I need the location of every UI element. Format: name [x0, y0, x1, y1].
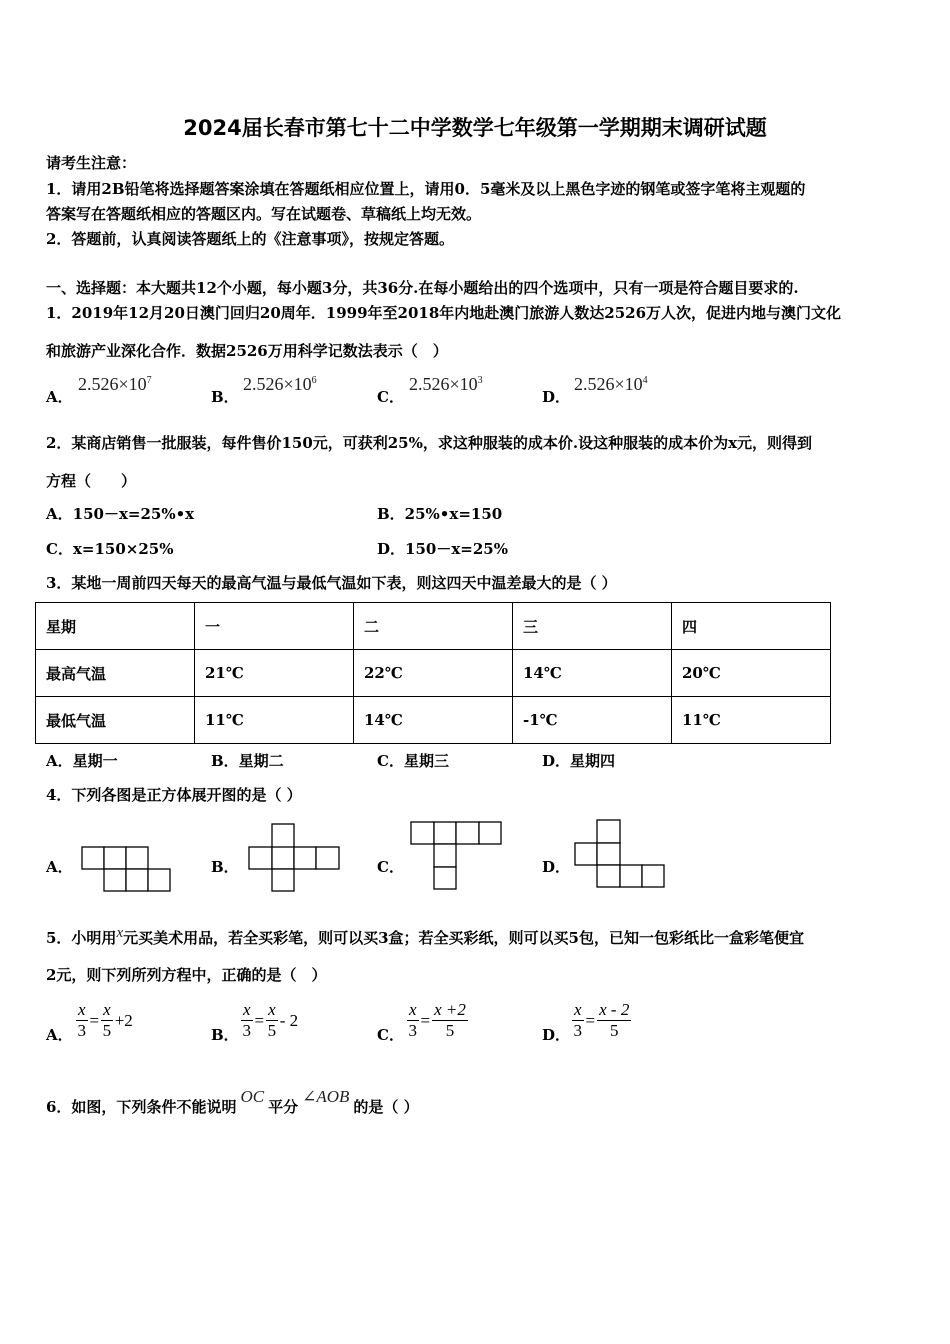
- q2-option-c: C．x=150×25%: [46, 540, 174, 558]
- table-cell: 11℃: [195, 697, 354, 744]
- table-cell: 14℃: [513, 650, 672, 697]
- q1-option-c-label: C．: [377, 388, 404, 406]
- q1-option-a-value: $2.526\times 10^7$: [78, 374, 152, 394]
- notice-line-3: 2．答题前，认真阅读答题纸上的《注意事项》，按规定答题。: [46, 230, 454, 248]
- table-cell: 22℃: [354, 650, 513, 697]
- table-row: [36, 603, 831, 650]
- page-title: 2024届长春市第七十二中学数学七年级第一学期期末调研试题: [183, 116, 767, 140]
- q3-stem: 3．某地一周前四天每天的最高气温与最低气温如下表，则这四天中温差最大的是（ ）: [46, 574, 617, 592]
- q1-stem-line-1: 1．2019年12月20日澳门回归20周年．1999年至2018年内地赴澳门旅游人数达2526万人次，促进内地与澳门文化: [46, 304, 842, 322]
- q5-stem-line-2: 2元，则下列所列方程中，正确的是（ ）: [46, 966, 327, 984]
- table-cell: -1℃: [513, 697, 672, 744]
- angle-aob: ∠AOB: [302, 1087, 350, 1106]
- q3-option-b: B．星期二: [211, 752, 284, 770]
- table-cell: 最低气温: [36, 697, 195, 744]
- q1-option-c-value: $2.526\times 10^3$: [409, 374, 483, 394]
- notice-line-1: 1．请用2B铅笔将选择题答案涂填在答题纸相应位置上，请用0．5毫米及以上黑色字迹的钢笔或签字笔将主观题的: [46, 180, 806, 198]
- q5-option-a-label: A．: [46, 1026, 73, 1044]
- q4-option-d-label: D．: [542, 858, 571, 876]
- table-cell: 11℃: [672, 697, 831, 744]
- q3-option-c: C．星期三: [377, 752, 449, 770]
- cube-net-b-figure: [247, 822, 343, 896]
- notice-line-2: 答案写在答题纸相应的答题区内。写在试题卷、草稿纸上均无效。: [46, 205, 482, 223]
- table-cell: 最高气温: [36, 650, 195, 697]
- q6-stem: 6．如图，下列条件不能说明OC平分∠AOB的是（ ）: [46, 1087, 419, 1116]
- temperature-table: [35, 602, 831, 744]
- table-cell: 二: [354, 603, 513, 650]
- q5-option-d-equation: $\frac{x}{3}$ = $\frac{x - 2}{5}$: [573, 1000, 630, 1040]
- table-cell: 星期: [36, 603, 195, 650]
- q1-stem-line-2: 和旅游产业深化合作．数据2526万用科学记数法表示（ ）: [46, 342, 448, 360]
- q2-stem-line-2: 方程（ ）: [46, 472, 137, 490]
- q2-option-b: B．25%•x=150: [377, 505, 503, 523]
- table-cell: 21℃: [195, 650, 354, 697]
- q2-option-d: D．150－x=25%: [377, 540, 508, 558]
- q4-option-c-label: C．: [377, 858, 404, 876]
- table-row: [36, 650, 831, 697]
- q3-option-a: A．星期一: [46, 752, 118, 770]
- table-cell: 四: [672, 603, 831, 650]
- notice-heading: 请考生注意：: [46, 154, 137, 172]
- q2-option-a: A．150－x=25%•x: [46, 505, 195, 523]
- q5-option-b-label: B．: [211, 1026, 239, 1044]
- q4-option-b-label: B．: [211, 858, 239, 876]
- q1-option-b-label: B．: [211, 388, 239, 406]
- table-row: [36, 697, 831, 744]
- table-cell: 14℃: [354, 697, 513, 744]
- table-cell: 三: [513, 603, 672, 650]
- q5-option-c-label: C．: [377, 1026, 404, 1044]
- cube-net-d-figure: [573, 818, 669, 892]
- table-cell: 20℃: [672, 650, 831, 697]
- q5-option-d-label: D．: [542, 1026, 571, 1044]
- q1-option-d-value: $2.526\times 10^4$: [574, 374, 648, 394]
- q1-option-d-label: D．: [542, 388, 571, 406]
- q3-option-d: D．星期四: [542, 752, 616, 770]
- cube-net-c-figure: [409, 820, 505, 894]
- q4-stem: 4．下列各图是正方体展开图的是（ ）: [46, 786, 302, 804]
- q2-stem-line-1: 2．某商店销售一批服装，每件售价150元，可获利25%，求这种服装的成本价.设这种服装的成本价为x元，则得到: [46, 434, 813, 452]
- q5-option-b-equation: $\frac{x}{3}$ = $\frac{x}{5}$ - 2: [242, 1000, 299, 1040]
- q5-option-a-equation: $\frac{x}{3}$ = $\frac{x}{5}$ +2: [77, 1000, 133, 1040]
- cube-net-a-figure: [80, 844, 176, 896]
- variable-x: x: [116, 925, 124, 941]
- q5-stem-line-1: 5．小明用x元买美术用品，若全买彩笔，则可以买3盒；若全买彩纸，则可以买5包，已知一包彩纸比一盒彩笔便宜: [46, 925, 804, 947]
- q1-option-b-value: $2.526\times 10^6$: [243, 374, 317, 394]
- q5-option-c-equation: $\frac{x}{3}$ = $\frac{x +2}{5}$: [408, 1000, 466, 1040]
- q1-option-a-label: A．: [46, 388, 73, 406]
- table-cell: 一: [195, 603, 354, 650]
- section-heading: 一、选择题：本大题共12个小题，每小题3分，共36分.在每小题给出的四个选项中，只有一项是符合题目要求的.: [46, 279, 799, 297]
- q4-option-a-label: A．: [46, 858, 73, 876]
- segment-oc: OC: [240, 1087, 265, 1106]
